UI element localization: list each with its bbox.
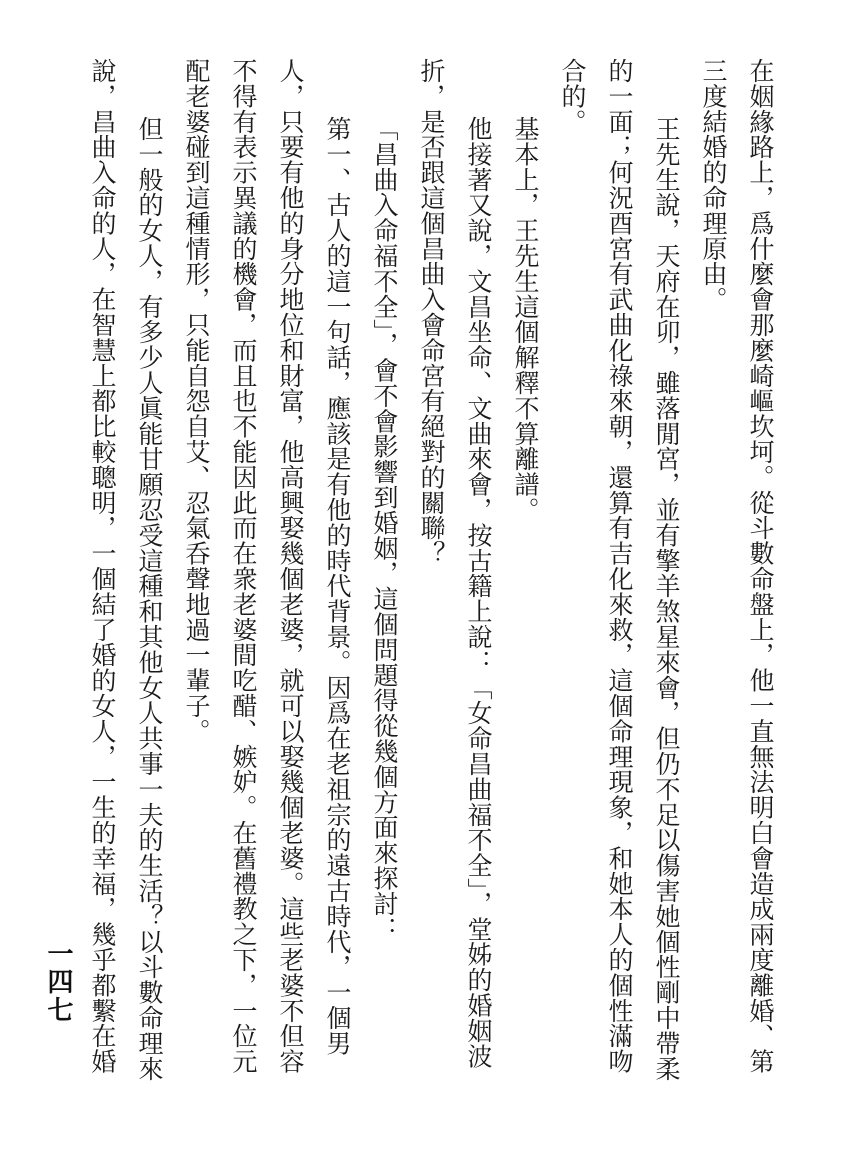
text-line-8: 折，是否跟這個昌曲入會命宮有絕對的關聯？ [417,58,446,566]
text-line-14: 但一般的女人，有多少人眞能甘願忍受這種和其他女人共事一夫的生活？以斗數命理來 [135,116,164,1082]
text-line-3: 王先生說，天府在卯，雖落閒宮，並有擎羊煞星來會，但仍不足以傷害她個性剛中帶柔 [652,116,681,1082]
text-line-10: 第一、古人的這一句話，應該是有他的時代背景。因爲在老祖宗的遠古時代，一個男 [323,116,352,1056]
page-number: 一四七 [43,940,73,1024]
text-line-2: 三度結婚的命理原由。 [699,58,728,312]
text-line-5: 合的。 [558,58,587,135]
text-line-13: 配老婆碰到這種情形，只能自怨自艾、忍氣呑聲地過一輩子。 [182,58,211,744]
text-line-9: 「昌曲入命福不全」，會不會影響到婚姻，這個問題得從幾個方面來探討： [370,116,399,942]
text-line-15: 說，昌曲入命的人，在智慧上都比較聰明，一個結了婚的女人，一生的幸福，幾乎都繫在婚 [88,58,117,1074]
text-line-6: 基本上，王先生這個解釋不算離譜。 [511,116,540,523]
text-line-7: 他接著又說，文昌坐命、文曲來會，按古籍上說：「女命昌曲福不全」，堂姊的婚姻波 [464,116,493,1069]
text-line-1: 在姻緣路上，爲什麼會那麼崎嶇坎坷。從斗數命盤上，他一直無法明白會造成兩度離婚、第 [746,58,775,1074]
text-line-12: 不得有表示異議的機會，而且也不能因此而在衆老婆間吃醋、嫉妒。在舊禮教之下，一位元 [229,58,258,1074]
text-line-11: 人，只要有他的身分地位和財富，他高興娶幾個老婆，就可以娶幾個老婆。這些老婆不但容 [276,58,305,1074]
text-line-4: 的一面；何況酉宮有武曲化祿來朝，還算有吉化來救，這個命理現象，和她本人的個性滿吻 [605,58,634,1074]
